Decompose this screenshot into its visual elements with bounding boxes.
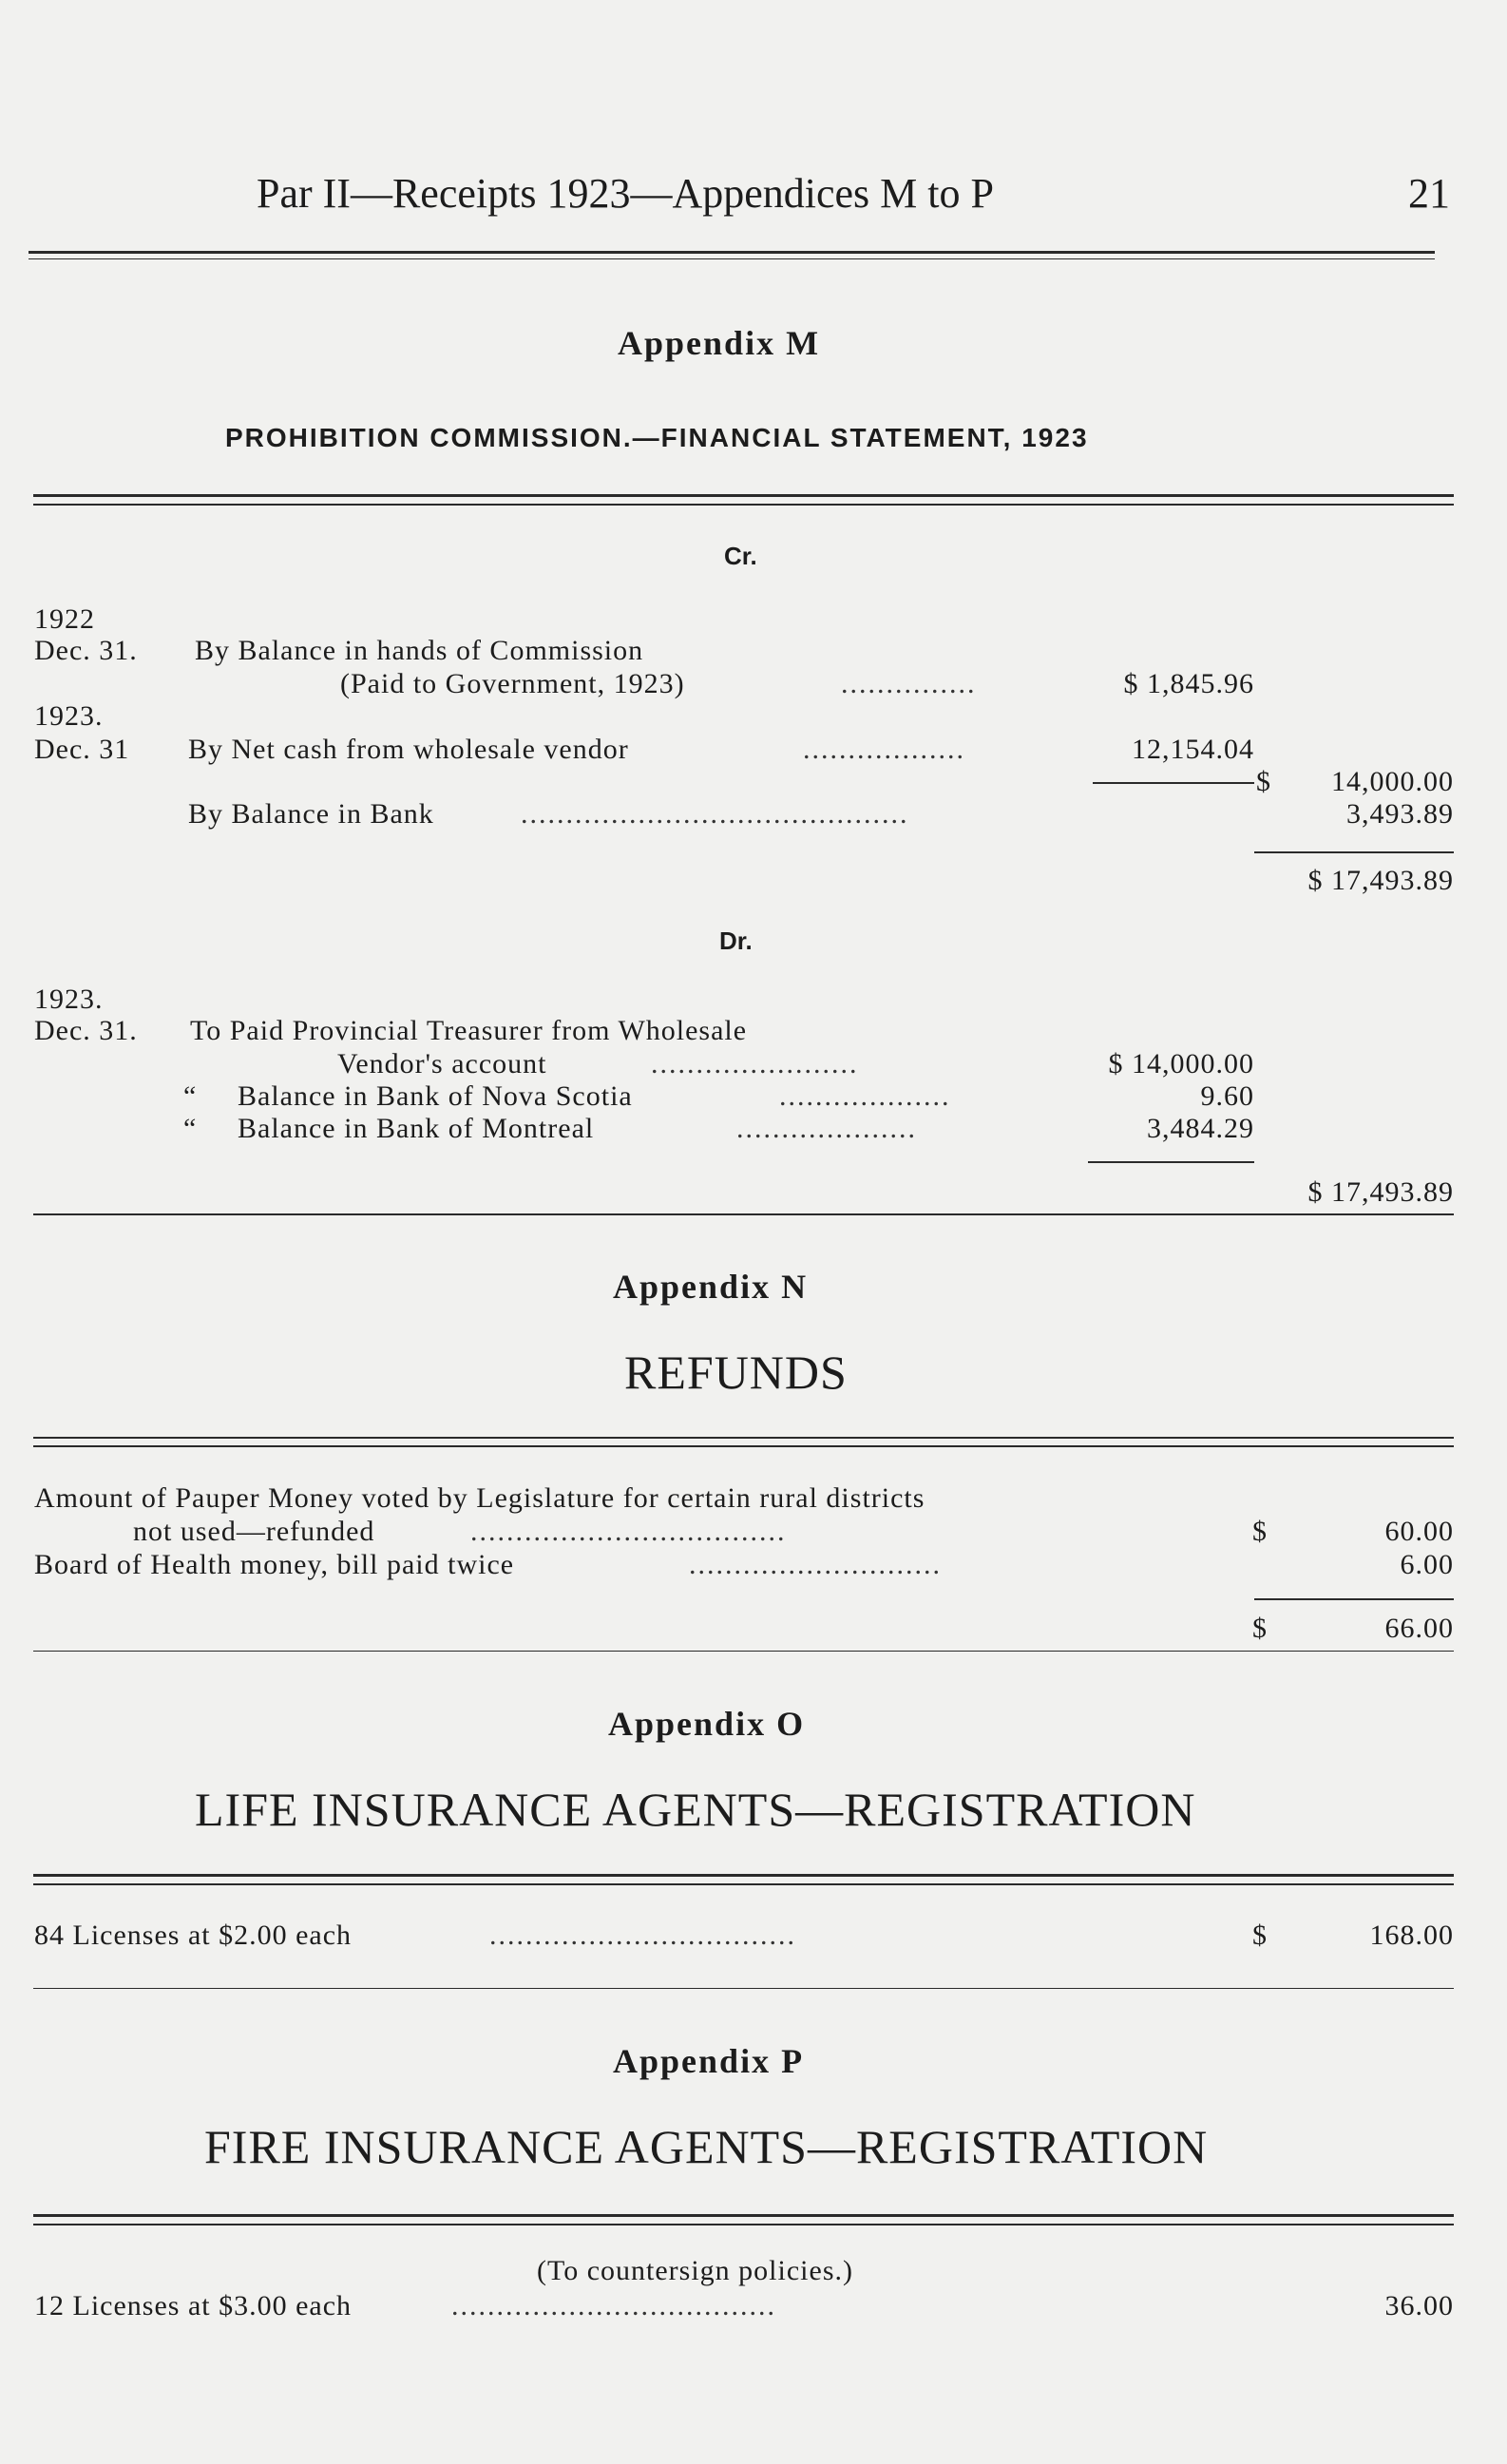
leader-dots: ............................ bbox=[689, 1549, 942, 1580]
appendix-m-rule-2 bbox=[33, 504, 1454, 506]
cr-year-2: 1923. bbox=[34, 700, 104, 732]
cr-line-3: By Balance in Bank bbox=[188, 798, 434, 830]
appendix-p-title: FIRE INSURANCE AGENTS—REGISTRATION bbox=[204, 2120, 1209, 2173]
cr-date-2: Dec. 31 bbox=[34, 734, 130, 765]
cr-total-rule bbox=[1254, 851, 1454, 853]
appendix-o-end-rule bbox=[33, 1988, 1454, 1989]
page-title: Par II—Receipts 1923—Appendices M to P bbox=[257, 170, 994, 217]
ditto-mark: “ bbox=[183, 1080, 198, 1112]
refund-line-2: Board of Health money, bill paid twice bbox=[34, 1549, 515, 1580]
refund-currency: $ bbox=[1252, 1516, 1268, 1547]
dr-total: $ 17,493.89 bbox=[1307, 1176, 1454, 1208]
cr-line-2: By Net cash from wholesale vendor bbox=[188, 734, 629, 765]
appendix-o-title: LIFE INSURANCE AGENTS—REGISTRATION bbox=[195, 1783, 1196, 1836]
leader-dots: .................................. bbox=[489, 1920, 796, 1951]
refund-amount-2: 6.00 bbox=[1400, 1549, 1454, 1580]
ditto-mark: “ bbox=[183, 1113, 198, 1144]
dr-line-1a: To Paid Provincial Treasurer from Wholesale bbox=[190, 1015, 748, 1046]
dr-amount-2: 9.60 bbox=[1200, 1080, 1254, 1112]
fire-license-note: (To countersign policies.) bbox=[537, 2255, 853, 2286]
cr-subtotal-currency: $ bbox=[1256, 766, 1271, 797]
leader-dots: .................... bbox=[736, 1113, 917, 1144]
cr-amount-1: $ 1,845.96 bbox=[1123, 668, 1254, 699]
appendix-m-end-rule bbox=[33, 1213, 1454, 1215]
cr-line-1b: (Paid to Government, 1923) bbox=[340, 668, 685, 699]
appendix-n-rule-2 bbox=[33, 1445, 1454, 1447]
dr-amount-3: 3,484.29 bbox=[1147, 1113, 1254, 1144]
page-number: 21 bbox=[1408, 170, 1450, 217]
appendix-o-rule bbox=[33, 1874, 1454, 1877]
cr-sum-rule bbox=[1093, 782, 1254, 784]
life-license-amount: 168.00 bbox=[1369, 1920, 1454, 1951]
leader-dots: .................. bbox=[803, 734, 965, 765]
appendix-p-rule bbox=[33, 2214, 1454, 2217]
appendix-o-heading: Appendix O bbox=[608, 1705, 806, 1743]
leader-dots: ........................................... bbox=[521, 798, 909, 830]
refund-total: 66.00 bbox=[1384, 1613, 1454, 1644]
dr-line-2: Balance in Bank of Nova Scotia bbox=[238, 1080, 633, 1112]
leader-dots: ................... bbox=[779, 1080, 951, 1112]
life-license-line: 84 Licenses at $2.00 each bbox=[34, 1920, 353, 1951]
life-license-currency: $ bbox=[1252, 1920, 1268, 1951]
refund-line-1b: not used—refunded bbox=[133, 1516, 375, 1547]
refund-amount-1: 60.00 bbox=[1384, 1516, 1454, 1547]
leader-dots: .................................... bbox=[451, 2290, 776, 2321]
appendix-n-end-rule bbox=[33, 1651, 1454, 1652]
cr-date-1: Dec. 31. bbox=[34, 635, 138, 666]
refund-line-1a: Amount of Pauper Money voted by Legislature for certain rural districts bbox=[34, 1482, 925, 1514]
cr-year-1: 1922 bbox=[34, 603, 95, 635]
refund-sum-rule bbox=[1254, 1598, 1454, 1600]
header-rule bbox=[29, 251, 1435, 254]
cr-line-1a: By Balance in hands of Commission bbox=[195, 635, 644, 666]
appendix-p-heading: Appendix P bbox=[613, 2042, 805, 2080]
fire-license-line: 12 Licenses at $3.00 each bbox=[34, 2290, 353, 2321]
leader-dots: ............... bbox=[841, 668, 977, 699]
appendix-p-rule-2 bbox=[33, 2224, 1454, 2225]
dr-sum-rule bbox=[1088, 1161, 1254, 1163]
appendix-n-heading: Appendix N bbox=[613, 1268, 809, 1306]
cr-total: $ 17,493.89 bbox=[1307, 865, 1454, 896]
appendix-o-rule-2 bbox=[33, 1883, 1454, 1885]
cr-label: Cr. bbox=[724, 542, 757, 570]
dr-label: Dr. bbox=[719, 926, 753, 955]
appendix-n-rule bbox=[33, 1437, 1454, 1439]
dr-year: 1923. bbox=[34, 984, 104, 1015]
appendix-m-rule bbox=[33, 494, 1454, 497]
appendix-m-heading: Appendix M bbox=[618, 324, 821, 362]
leader-dots: ................................... bbox=[470, 1516, 787, 1547]
dr-amount-1: $ 14,000.00 bbox=[1108, 1048, 1254, 1079]
dr-line-1b: Vendor's account bbox=[337, 1048, 547, 1079]
cr-amount-2: 12,154.04 bbox=[1132, 734, 1254, 765]
fire-license-amount: 36.00 bbox=[1384, 2290, 1454, 2321]
cr-amount-3: 3,493.89 bbox=[1346, 798, 1454, 830]
appendix-m-subheading: PROHIBITION COMMISSION.—FINANCIAL STATEMENT, 1923 bbox=[225, 423, 1089, 452]
cr-subtotal: 14,000.00 bbox=[1331, 766, 1454, 797]
leader-dots: ....................... bbox=[651, 1048, 859, 1079]
dr-line-3: Balance in Bank of Montreal bbox=[238, 1113, 595, 1144]
header-rule-thin bbox=[29, 258, 1435, 259]
refund-total-currency: $ bbox=[1252, 1613, 1268, 1644]
dr-date: Dec. 31. bbox=[34, 1015, 138, 1046]
appendix-n-title: REFUNDS bbox=[624, 1346, 848, 1399]
